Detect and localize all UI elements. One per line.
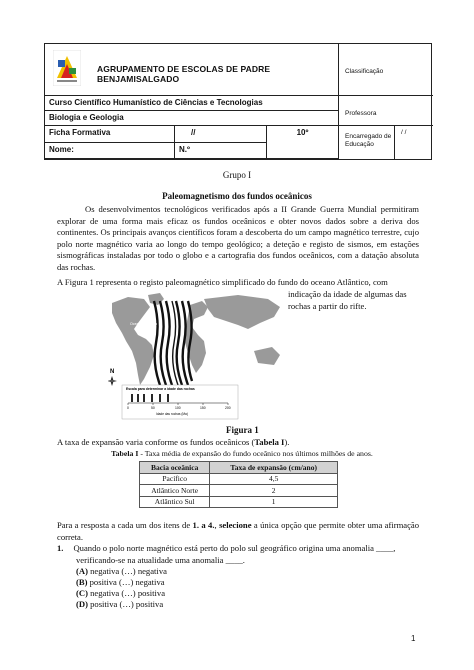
option-letter: (C) [76, 588, 88, 598]
table-caption-label: Tabela I [111, 449, 139, 458]
question-1-continuation: verificando-se na atualidade uma anomalia ____. [76, 555, 245, 565]
paleomagnetic-map-figure [108, 293, 288, 421]
option-letter: (A) [76, 566, 88, 576]
figure-intro-continuation: indicação da idade de algumas das rochas a partir do rifte. [288, 289, 407, 311]
teacher-label: Professora [345, 110, 377, 117]
group-heading: Grupo I [222, 170, 252, 180]
name-cell [45, 143, 175, 159]
north-label: N [110, 369, 115, 375]
subject-cell [45, 111, 339, 126]
question-1 [57, 543, 419, 555]
scale-tick-label: 150 [200, 406, 206, 410]
header-table [44, 43, 432, 160]
table-cell: 1 [210, 496, 338, 508]
scale-tick-label: 0 [127, 406, 129, 410]
classification-cell [339, 44, 433, 96]
figure-caption: Figura 1 [226, 425, 259, 435]
school-logo [53, 50, 81, 86]
number-cell [175, 143, 267, 159]
table-cell: Atlântico Norte [140, 485, 210, 497]
scale-tick-label: 50 [151, 406, 155, 410]
table-header-row [140, 462, 338, 474]
table-row [140, 473, 338, 485]
table-header-cell: Bacia oceânica [140, 462, 210, 474]
question-text: Quando o polo norte magnético está perto do polo sul geográfico origina uma anomalia ____, [73, 543, 396, 553]
table-cell: Pacífico [140, 473, 210, 485]
worksheet-date: // [191, 128, 196, 137]
option-a[interactable] [76, 566, 167, 576]
teacher-cell [339, 96, 433, 126]
grade-label: 10º [296, 128, 309, 137]
guardian-date-cell [395, 126, 433, 159]
option-text: positiva (…) negativa [89, 577, 165, 587]
school-name: AGRUPAMENTO DE ESCOLAS DE PADRE BENJAMISALGADO [97, 64, 271, 84]
option-b[interactable] [76, 577, 165, 587]
table-cell: 4,5 [210, 473, 338, 485]
school-cell [45, 44, 339, 96]
instructions: Para a resposta a cada um dos itens de 1. a 4., selecione a única opção que permite obter uma afirmação correta. [57, 520, 420, 542]
table-caption [57, 449, 427, 458]
figure-intro-paragraph: A Figura 1 representa o registo paleomagnético simplificado do fundo do oceano Atlântico, com [57, 277, 388, 287]
ocean-label: Oceano Atlântico [130, 322, 158, 326]
table-row [140, 496, 338, 508]
guardian-cell [339, 126, 395, 159]
rate-sentence: A taxa de expansão varia conforme os fundos oceânicos (Tabela I). [57, 437, 290, 447]
option-letter: (D) [76, 599, 88, 609]
table-caption-text: - Taxa média de expansão do fundo oceânico nos últimos milhões de anos. [138, 449, 373, 458]
intro-paragraph: Os desenvolvimentos tecnológicos verificados após a II Grande Guerra Mundial permitiram explorar de uma forma mais eficaz os fundos oceânicos e obter novos dados sobre a deriva dos continentes. Os principais avanços científicos foram a descoberta do um campo magnético terrestre, cujo polo norte magnético varia ao longo do tempo geológico; a deteção e registo de sismos, em estações sismográficas instaladas por todo o globo e a cartografia dos fundos oceânicos, com a datação absoluta das rochas. [57, 204, 419, 272]
page-number: 1 [411, 634, 416, 643]
option-text: positiva (…) positiva [90, 599, 164, 609]
classification-label: Classificação [345, 68, 384, 75]
scale-unit: Idade das rochas (Ma) [156, 412, 188, 416]
option-text: negativa (…) negativa [90, 566, 167, 576]
table-row [140, 485, 338, 497]
table-cell: Atlântico Sul [140, 496, 210, 508]
worksheet-cell [45, 126, 175, 143]
subject-name: Biologia e Geologia [49, 113, 124, 122]
section-title: Paleomagnetismo dos fundos oceânicos [162, 191, 312, 201]
question-number: 1. [57, 543, 64, 553]
course-cell [45, 96, 339, 111]
worksheet-label: Ficha Formativa [49, 128, 111, 137]
course-name: Curso Científico Humanístico de Ciências e Tecnologias [49, 98, 263, 107]
table-cell: 2 [210, 485, 338, 497]
guardian-date: / / [401, 129, 407, 136]
number-label: N.º [179, 145, 190, 154]
table-header-cell: Taxa de expansão (cm/ano) [210, 462, 338, 474]
guardian-label: Encarregado de Educação [345, 133, 392, 148]
scale-tick-label: 100 [175, 406, 181, 410]
option-text: negativa (…) positiva [90, 588, 166, 598]
expansion-rate-table [139, 461, 338, 508]
name-label: Nome: [49, 145, 74, 154]
worksheet-date-cell [175, 126, 267, 143]
scale-title: Escala para determinar a idade das rochas [126, 387, 195, 391]
option-c[interactable] [76, 588, 165, 598]
scale-tick-label: 200 [225, 406, 231, 410]
option-d[interactable] [76, 599, 163, 609]
grade-cell [267, 126, 339, 159]
table-reference: Tabela I [254, 437, 285, 447]
option-letter: (B) [76, 577, 88, 587]
